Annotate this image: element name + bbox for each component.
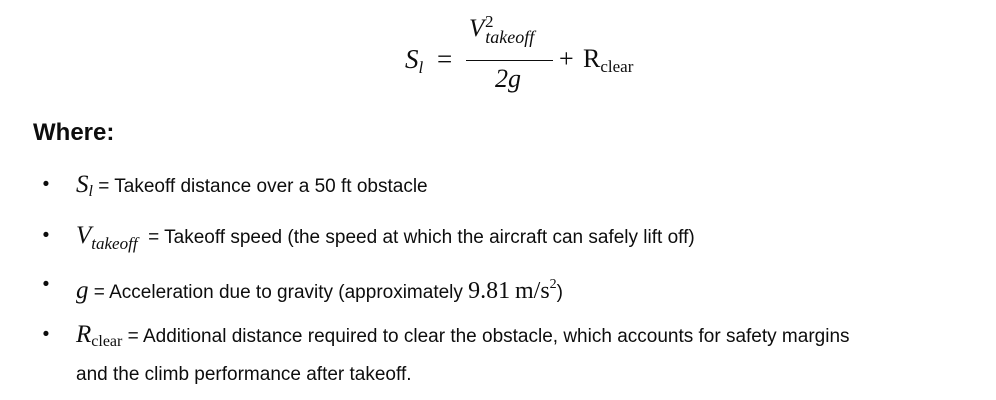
bullet-icon: • (42, 225, 50, 246)
equation-plus: + (559, 44, 574, 73)
definition-text: = Takeoff distance over a 50 ft obstacle (98, 176, 428, 197)
bullet-icon: • (42, 324, 50, 345)
definition-text: = Additional distance required to clear the obstacle, which accounts for safety margins (127, 326, 850, 347)
fraction-numerator: V 2 $_{takeoff}$ (469, 12, 535, 47)
where-heading: Where: (33, 119, 115, 146)
numerator-exponent: 2 (485, 12, 494, 31)
symbol-g: g (76, 277, 89, 304)
equation-lhs: $S_l$ (405, 44, 424, 77)
bullet-icon: • (42, 174, 50, 195)
definition-text: = Acceleration due to gravity (approximately (93, 282, 469, 303)
symbol-vtakeoff: $V_{takeoff}$ (76, 222, 138, 253)
gravity-value: 9.81 $m/s^2$ (468, 277, 557, 304)
numerator-subscript: takeoff (485, 27, 535, 47)
fraction-denominator: 2g (495, 64, 521, 93)
symbol-sl: $S_l$ (76, 171, 93, 200)
definition-text: = Takeoff speed (the speed at which the aircraft can safely lift off) (148, 227, 695, 248)
symbol-rclear: $R_{clear}$ (76, 321, 123, 350)
definition-text-continued: and the climb performance after takeoff. (76, 364, 412, 385)
equation-equals: = (437, 44, 453, 74)
fraction-bar (466, 60, 553, 61)
takeoff-distance-equation (0, 12, 996, 102)
bullet-icon: • (42, 274, 50, 295)
equation-rhs-term: Rclear (583, 44, 634, 76)
